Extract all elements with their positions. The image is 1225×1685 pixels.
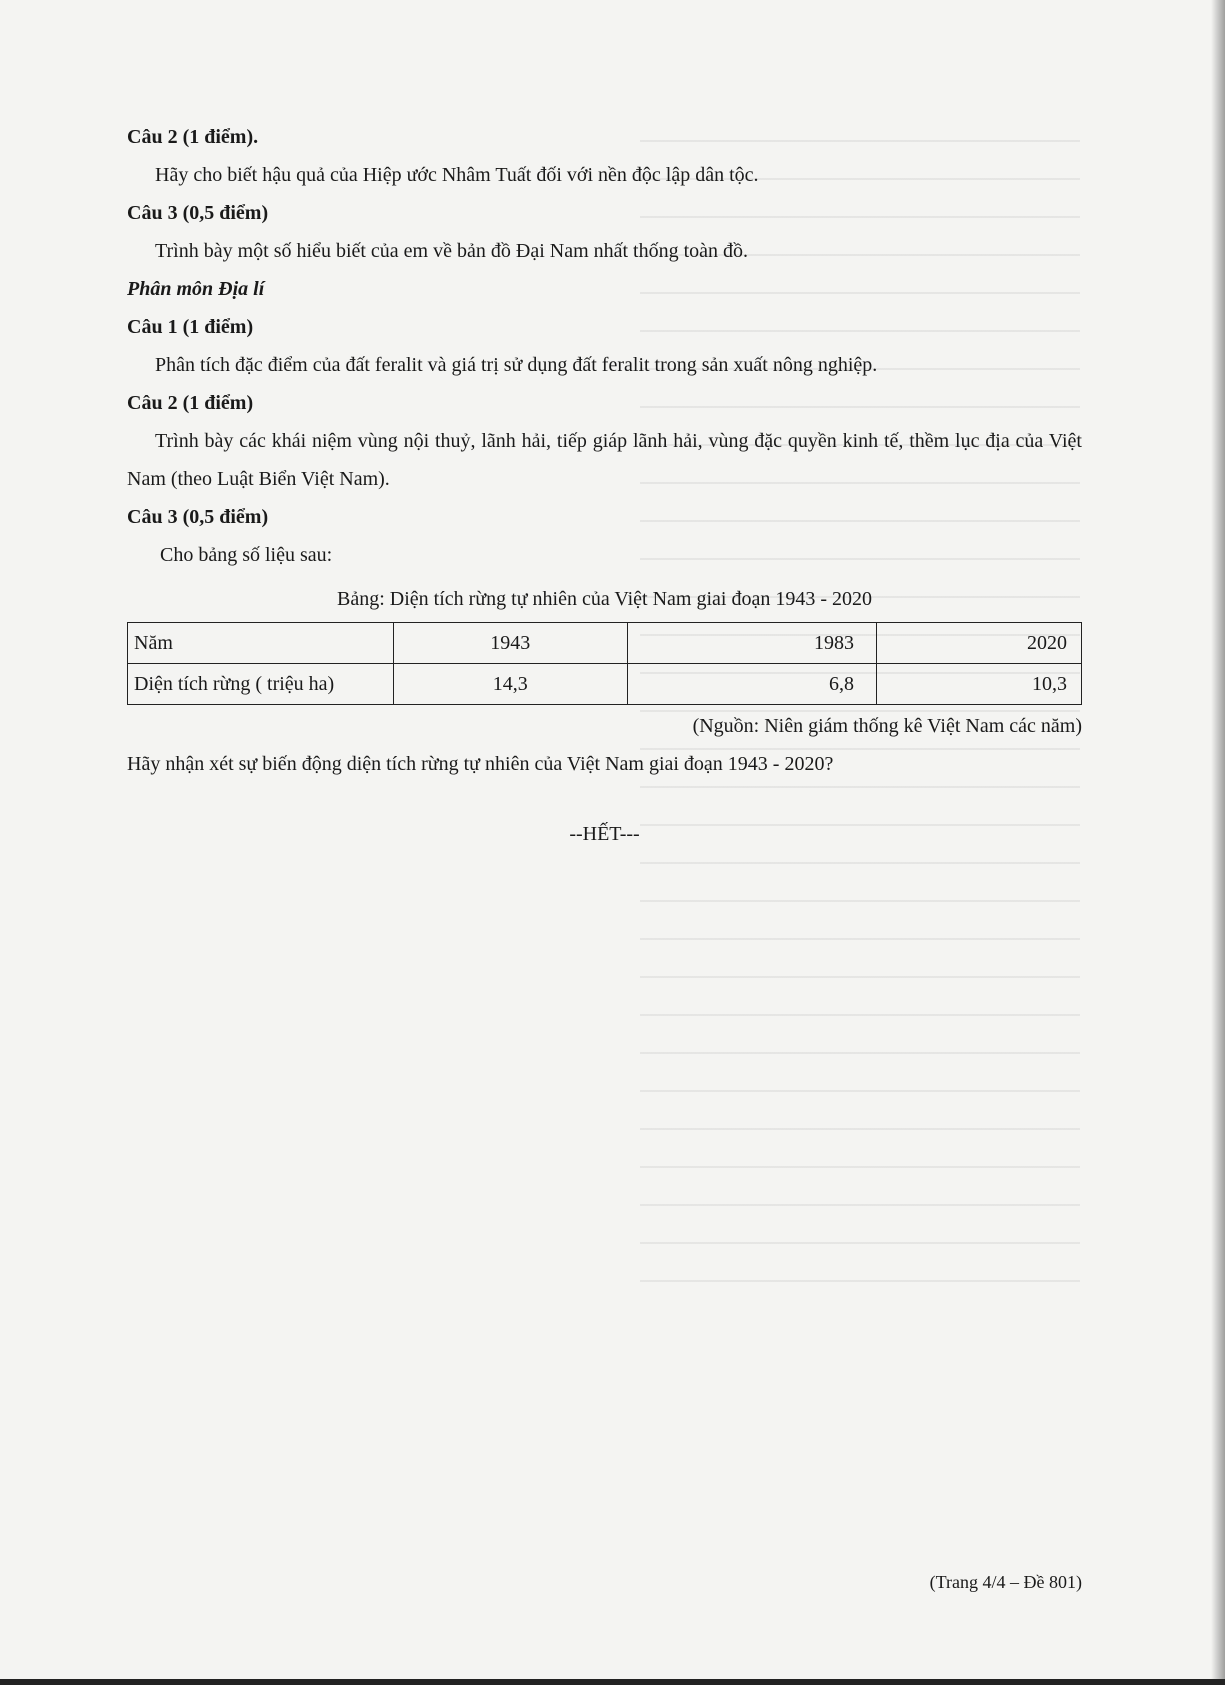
forest-area-table	[127, 622, 1082, 705]
table-header-label: Năm	[128, 623, 394, 664]
page-footer: (Trang 4/4 – Đề 801)	[929, 1572, 1082, 1592]
geo-q3-question: Hãy nhận xét sự biến động diện tích rừng tự nhiên của Việt Nam giai đoạn 1943 - 2020?	[127, 753, 834, 775]
geo-q2-text: Trình bày các khái niệm vùng nội thuỷ, lãnh hải, tiếp giáp lãnh hải, vùng đặc quyền kinh tế, thềm lục địa của Việt Nam (theo Luật Biển Việt Nam).	[127, 430, 1082, 490]
geo-q1-text: Phân tích đặc điểm của đất feralit và giá trị sử dụng đất feralit trong sản xuất nông nghiệp.	[155, 354, 878, 376]
value-cell: 6,8	[627, 664, 876, 705]
geography-section-title: Phân môn Địa lí	[127, 278, 265, 300]
history-q2-title: Câu 2 (1 điểm).	[127, 126, 259, 148]
year-cell: 1943	[394, 623, 627, 664]
table-row-label: Diện tích rừng ( triệu ha)	[128, 664, 394, 705]
exam-content	[127, 118, 1082, 873]
table-caption: Bảng: Diện tích rừng tự nhiên của Việt Nam giai đoạn 1943 - 2020	[337, 588, 872, 610]
end-mark: --HẾT---	[569, 823, 640, 845]
value-cell: 14,3	[394, 664, 627, 705]
table-source: (Nguồn: Niên giám thống kê Việt Nam các năm)	[692, 715, 1082, 737]
history-q3-title: Câu 3 (0,5 điểm)	[127, 202, 269, 224]
table-row	[128, 623, 1082, 664]
year-cell: 1983	[627, 623, 876, 664]
year-cell: 2020	[877, 623, 1082, 664]
history-q3-text: Trình bày một số hiểu biết của em về bản đồ Đại Nam nhất thống toàn đồ.	[155, 240, 749, 262]
page-bottom-edge	[0, 1679, 1225, 1685]
geo-q1-title: Câu 1 (1 điểm)	[127, 316, 254, 338]
geo-q3-title: Câu 3 (0,5 điểm)	[127, 506, 269, 528]
table-row	[128, 664, 1082, 705]
value-cell: 10,3	[877, 664, 1082, 705]
page-edge-shadow	[1211, 0, 1225, 1685]
geo-q2-title: Câu 2 (1 điểm)	[127, 392, 254, 414]
geo-q3-intro: Cho bảng số liệu sau:	[160, 544, 333, 566]
history-q2-text: Hãy cho biết hậu quả của Hiệp ước Nhâm Tuất đối với nền độc lập dân tộc.	[155, 164, 759, 186]
